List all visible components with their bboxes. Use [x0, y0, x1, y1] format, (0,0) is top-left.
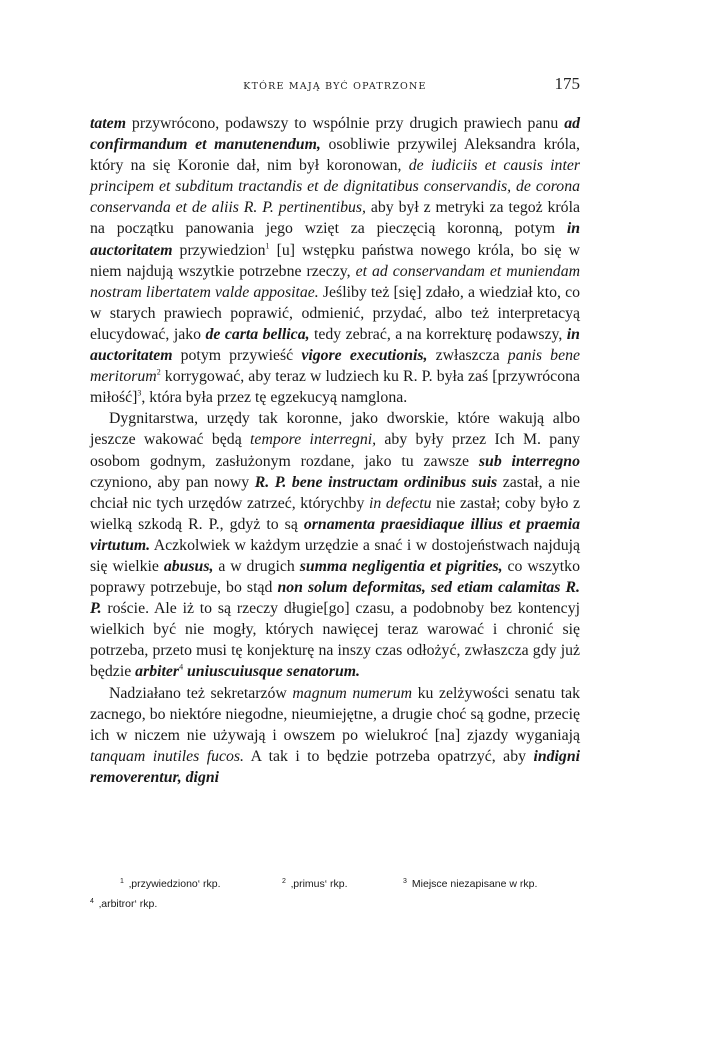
text-run: roście. Ale iż to są rzeczy długie[go] czasu, a podobnoby bez kontencyj wielkich być nie mogły, których nawięcej teraz warować i chronić się potrzeba, przeto musi tę konjekturę na inszy czas odłożyć, zwłaszcza gdy już będzie — [90, 600, 580, 681]
latin-phrase-emphasis: uniuscuiusque senatorum. — [187, 663, 360, 681]
footnote-3 — [403, 874, 537, 894]
text-run: Nadziałano też sekretarzów — [109, 684, 293, 702]
text-run: korrygować, aby teraz w ludziech ku R. P. była zaś [przywrócona miłość] — [90, 368, 580, 407]
text-run: , która była przez tę egzekucyą namglona. — [141, 389, 408, 407]
footnote-2 — [282, 874, 348, 894]
text-run: zwłaszcza — [427, 347, 508, 365]
latin-phrase-emphasis: summa negligentia et pigrities, — [299, 557, 503, 575]
text-run: co wszytko poprawy potrzebuje, bo stąd — [90, 557, 580, 597]
paragraph — [90, 113, 580, 408]
text-run: przywrócono, podawszy to wspólnie przy drugich prawiech panu — [125, 115, 565, 132]
text-run: osobliwie przywilej Aleksandra króla, który na się Koronie dał, nim był koronowan, — [90, 136, 580, 175]
latin-phrase-emphasis: ornamenta praesidiaque illius et praemia virtutum. — [90, 515, 580, 554]
text-run: tedy zebrać, a na korrekturę podawszy, — [309, 325, 567, 343]
latin-phrase-emphasis: sub interregno — [478, 452, 580, 470]
latin-phrase: de iudiciis et causis inter principem et subditum tractandis et de dignitatibus conservandis, de corona conservanda et de aliis R. P. pertinentibus, — [90, 157, 580, 217]
footnote-4 — [90, 894, 157, 914]
running-title: KTÓRE MAJĄ BYĆ OPATRZONE — [243, 81, 427, 92]
paragraph — [90, 683, 580, 788]
latin-phrase-emphasis: in auctoritatem — [90, 220, 580, 259]
latin-phrase: panis bene meritorum — [90, 347, 580, 386]
footnote-ref: 3 — [137, 388, 142, 398]
page-number: 175 — [554, 74, 580, 93]
text-run: [u] wstępku państwa nowego króla, bo się w niem najdują wszytkie potrzebne rzeczy, — [90, 241, 580, 280]
latin-phrase-emphasis: ad confirmandum et manutenendum, — [90, 115, 580, 154]
latin-phrase-emphasis: tatem — [90, 115, 126, 132]
footnote-number: 3 — [403, 877, 407, 885]
footnote-ref: 2 — [156, 367, 161, 377]
footnote-text: Miejsce niezapisane w rkp. — [411, 878, 538, 890]
footnote-number: 2 — [282, 877, 286, 885]
text-run: czyniono, aby pan nowy — [90, 473, 255, 491]
latin-phrase-emphasis: indigni removerentur, digni — [90, 747, 580, 786]
text-run: A tak i to będzie potrzeba opatrzyć, aby — [244, 747, 534, 765]
footnote-row — [90, 874, 580, 894]
text-run: aby był z metryki za tegoż króla na początku panowania jego wzięt za pieczęcią koronną, potym — [90, 199, 580, 238]
footnotes — [90, 874, 580, 914]
footnote-row — [90, 894, 580, 914]
text-run: potym przywieść — [172, 347, 302, 365]
latin-phrase-emphasis: de carta bellica, — [205, 325, 310, 343]
footnote-ref: 4 — [179, 663, 184, 673]
text-run: Jeśliby też [się] zdało, a wiedział kto, co w starych prawiech poprawić, odmienić, przydać, albo też interpretacyą elucydować, jako — [90, 283, 580, 343]
latin-phrase-emphasis: vigore executionis, — [301, 347, 428, 365]
latin-phrase: tanquam inutiles fucos. — [90, 747, 244, 765]
footnote-text: ‚arbitror‘ rkp. — [98, 898, 158, 910]
footnote-text: ‚przywiedziono‘ rkp. — [128, 878, 221, 890]
latin-phrase: tempore interregni, — [250, 431, 377, 449]
footnote-1 — [120, 874, 221, 894]
footnote-number: 4 — [90, 897, 94, 905]
text-run: Aczkolwiek w każdym urzędzie a snać i w dostojeństwach najdują się wielkie — [90, 536, 580, 575]
latin-phrase: in defectu — [368, 494, 432, 512]
text-run: zastał, a nie chciał nic tych urzędów zatrzeć, którychby — [90, 473, 581, 512]
paragraph — [90, 408, 580, 682]
text-run: przywiedzion — [172, 241, 266, 259]
text-run: a w drugich — [213, 557, 300, 575]
latin-phrase: et ad conservandam et muniendam nostram libertatem valde appositae. — [90, 262, 581, 301]
latin-phrase-emphasis: arbiter — [135, 663, 180, 681]
latin-phrase-emphasis: in auctoritatem — [90, 325, 580, 365]
footnote-ref: 1 — [265, 241, 270, 251]
footnote-text: ‚primus‘ rkp. — [290, 878, 348, 890]
latin-phrase: magnum numerum — [292, 684, 413, 702]
running-head — [90, 74, 580, 98]
latin-phrase-emphasis: non solum deformitas, sed etiam calamitas R. P. — [90, 579, 580, 618]
latin-phrase-emphasis: R. P. bene instructam ordinibus suis — [254, 473, 498, 491]
text-run: nie zastał; coby było z wielką szkodą R. P., gdyż to są — [90, 494, 580, 533]
footnote-number: 1 — [120, 877, 124, 885]
text-run: ku zelżywości senatu tak zacnego, bo niektóre niegodne, nieumiejętne, a drugie choć są godne, przecię ich w niczem nie używają i owszem po wielukroć [na] zjazdy wyganiają — [90, 684, 581, 744]
body-text — [90, 113, 580, 788]
text-run: Dygnitarstwa, urzędy tak koronne, jako dworskie, które wakują albo jeszcze wakować będą — [90, 410, 580, 449]
text-run: aby były przez Ich M. pany osobom godnym, zasłużonym rozdane, jako tu zawsze — [90, 431, 580, 470]
latin-phrase-emphasis: abusus, — [163, 557, 214, 575]
